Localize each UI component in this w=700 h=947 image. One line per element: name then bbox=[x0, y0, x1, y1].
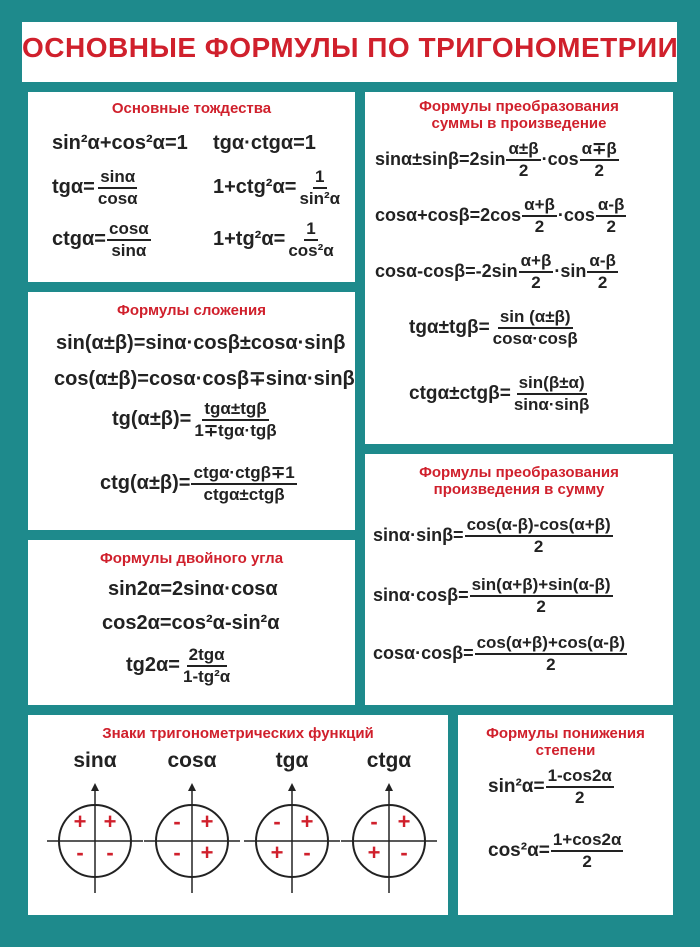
reduction-panel bbox=[458, 715, 673, 915]
sign-function-name: sinα bbox=[73, 749, 117, 772]
sum-to-product-sin: sinα±sinβ=2sin $\frac{\alpha\pm\beta}{2}$ ·cos $\frac{\alpha\mp\beta}{2}$ bbox=[375, 139, 617, 180]
identities-panel bbox=[28, 92, 355, 282]
quadrant-sign: + bbox=[367, 840, 381, 865]
sum-to-product-ctg: ctgα±ctgβ= $\frac{\sin(\beta\pm\alpha)}{\sin\alpha\cdot\sin\beta}$ bbox=[409, 373, 590, 414]
quadrant-sign: + bbox=[73, 809, 87, 834]
sign-circles bbox=[28, 773, 448, 913]
quadrant-sign: - bbox=[273, 809, 281, 834]
addition-tg: tg(α±β)= $\frac{\text{tgα±tgβ}}{\text{1∓tgα·tgβ}}$ bbox=[112, 399, 277, 440]
double-angle-heading: Формулы двойного угла bbox=[99, 550, 284, 567]
quadrant-sign: - bbox=[173, 840, 181, 865]
signs-heading: Знаки тригонометрических функций bbox=[102, 725, 374, 742]
y-axis-arrow bbox=[288, 783, 296, 791]
quadrant-sign: - bbox=[173, 809, 181, 834]
quadrant-sign: + bbox=[200, 840, 214, 865]
reduction-sin: sin²α= $\frac{1-\cos 2\alpha}{2}$ bbox=[488, 766, 612, 807]
quadrant-sign: - bbox=[76, 840, 84, 865]
sum-to-product-tg: tgα±tgβ= $\frac{\sin (\alpha\pm\beta)}{\cos\alpha\cdot\cos\beta}$ bbox=[409, 307, 578, 348]
identity-pythagorean: sin²α+cos²α=1 bbox=[52, 132, 188, 154]
y-axis-arrow bbox=[91, 783, 99, 791]
sum-to-product-cos-minus: cosα-cosβ=-2sin $\frac{\alpha+\beta}{2}$ ·sin $\frac{\alpha-\beta}{2}$ bbox=[375, 251, 616, 292]
product-to-sum-cos-cos: cosα·cosβ= $\frac{\cos(\alpha+\beta)+\cos(\alpha-\beta)}{2}$ bbox=[373, 633, 625, 674]
identity-ctg: ctgα= $\frac{\cos\alpha}{\sin\alpha}$ bbox=[52, 219, 149, 260]
double-angle-panel bbox=[28, 540, 355, 705]
sum-to-product-panel bbox=[365, 92, 673, 444]
quadrant-sign: + bbox=[397, 809, 411, 834]
quadrant-sign: + bbox=[200, 809, 214, 834]
reduction-heading: Формулы понижения степени bbox=[486, 725, 645, 759]
identity-tg-squared: 1+tg²α= $\frac{1}{\text{cos²α}}$ bbox=[213, 219, 334, 260]
y-axis-arrow bbox=[188, 783, 196, 791]
addition-ctg: ctg(α±β)= $\frac{\text{ctgα·ctgβ∓1}}{\text{ctgα±ctgβ}}$ bbox=[100, 463, 295, 504]
quadrant-sign: + bbox=[270, 840, 284, 865]
identity-tg: tgα= $\frac{\sin\alpha}{\cos\alpha}$ bbox=[52, 167, 138, 208]
sign-function-name: tgα bbox=[275, 749, 309, 772]
double-cos: cos2α=cos²α-sin²α bbox=[102, 612, 280, 634]
page-title: ОСНОВНЫЕ ФОРМУЛЫ ПО ТРИГОНОМЕТРИИ bbox=[22, 32, 679, 63]
product-to-sum-sin-sin: sinα·sinβ= $\frac{\cos(\alpha-\beta)-\cos(\alpha+\beta)}{2}$ bbox=[373, 515, 611, 556]
double-sin: sin2α=2sinα·cosα bbox=[108, 578, 278, 600]
quadrant-sign: - bbox=[370, 809, 378, 834]
addition-heading: Формулы сложения bbox=[117, 302, 266, 319]
sign-function-name: cosα bbox=[167, 749, 217, 772]
quadrant-sign: - bbox=[303, 840, 311, 865]
identity-ctg-squared: 1+ctg²α= $\frac{1}{\text{sin²α}}$ bbox=[213, 167, 341, 208]
reduction-cos: cos²α= $\frac{1+\cos 2\alpha}{2}$ bbox=[488, 830, 622, 871]
y-axis-arrow bbox=[385, 783, 393, 791]
quadrant-sign: - bbox=[106, 840, 114, 865]
signs-panel bbox=[28, 715, 448, 915]
addition-sin: sin(α±β)=sinα·cosβ±cosα·sinβ bbox=[56, 332, 346, 354]
sign-function-name: ctgα bbox=[366, 749, 412, 772]
double-tg: tg2α= $\frac{\text{2tgα}}{\text{1-tg²α}}$ bbox=[126, 645, 231, 686]
product-to-sum-sin-cos: sinα·cosβ= $\frac{\sin(\alpha+\beta)+\sin(\alpha-\beta)}{2}$ bbox=[373, 575, 611, 616]
sum-to-product-heading: Формулы преобразования суммы в произведение bbox=[419, 98, 619, 132]
identities-heading: Основные тождества bbox=[111, 100, 272, 117]
product-to-sum-panel bbox=[365, 454, 673, 705]
quadrant-sign: - bbox=[400, 840, 408, 865]
quadrant-sign: + bbox=[103, 809, 117, 834]
quadrant-sign: + bbox=[300, 809, 314, 834]
title-panel bbox=[22, 22, 677, 82]
sum-to-product-cos-plus: cosα+cosβ=2cos $\frac{\alpha+\beta}{2}$ ·cos $\frac{\alpha-\beta}{2}$ bbox=[375, 195, 625, 236]
addition-panel bbox=[28, 292, 355, 530]
addition-cos: cos(α±β)=cosα·cosβ∓sinα·sinβ bbox=[54, 368, 355, 390]
product-to-sum-heading: Формулы преобразования произведения в сумму bbox=[419, 464, 619, 498]
identity-tg-ctg: tgα·ctgα=1 bbox=[213, 132, 316, 154]
